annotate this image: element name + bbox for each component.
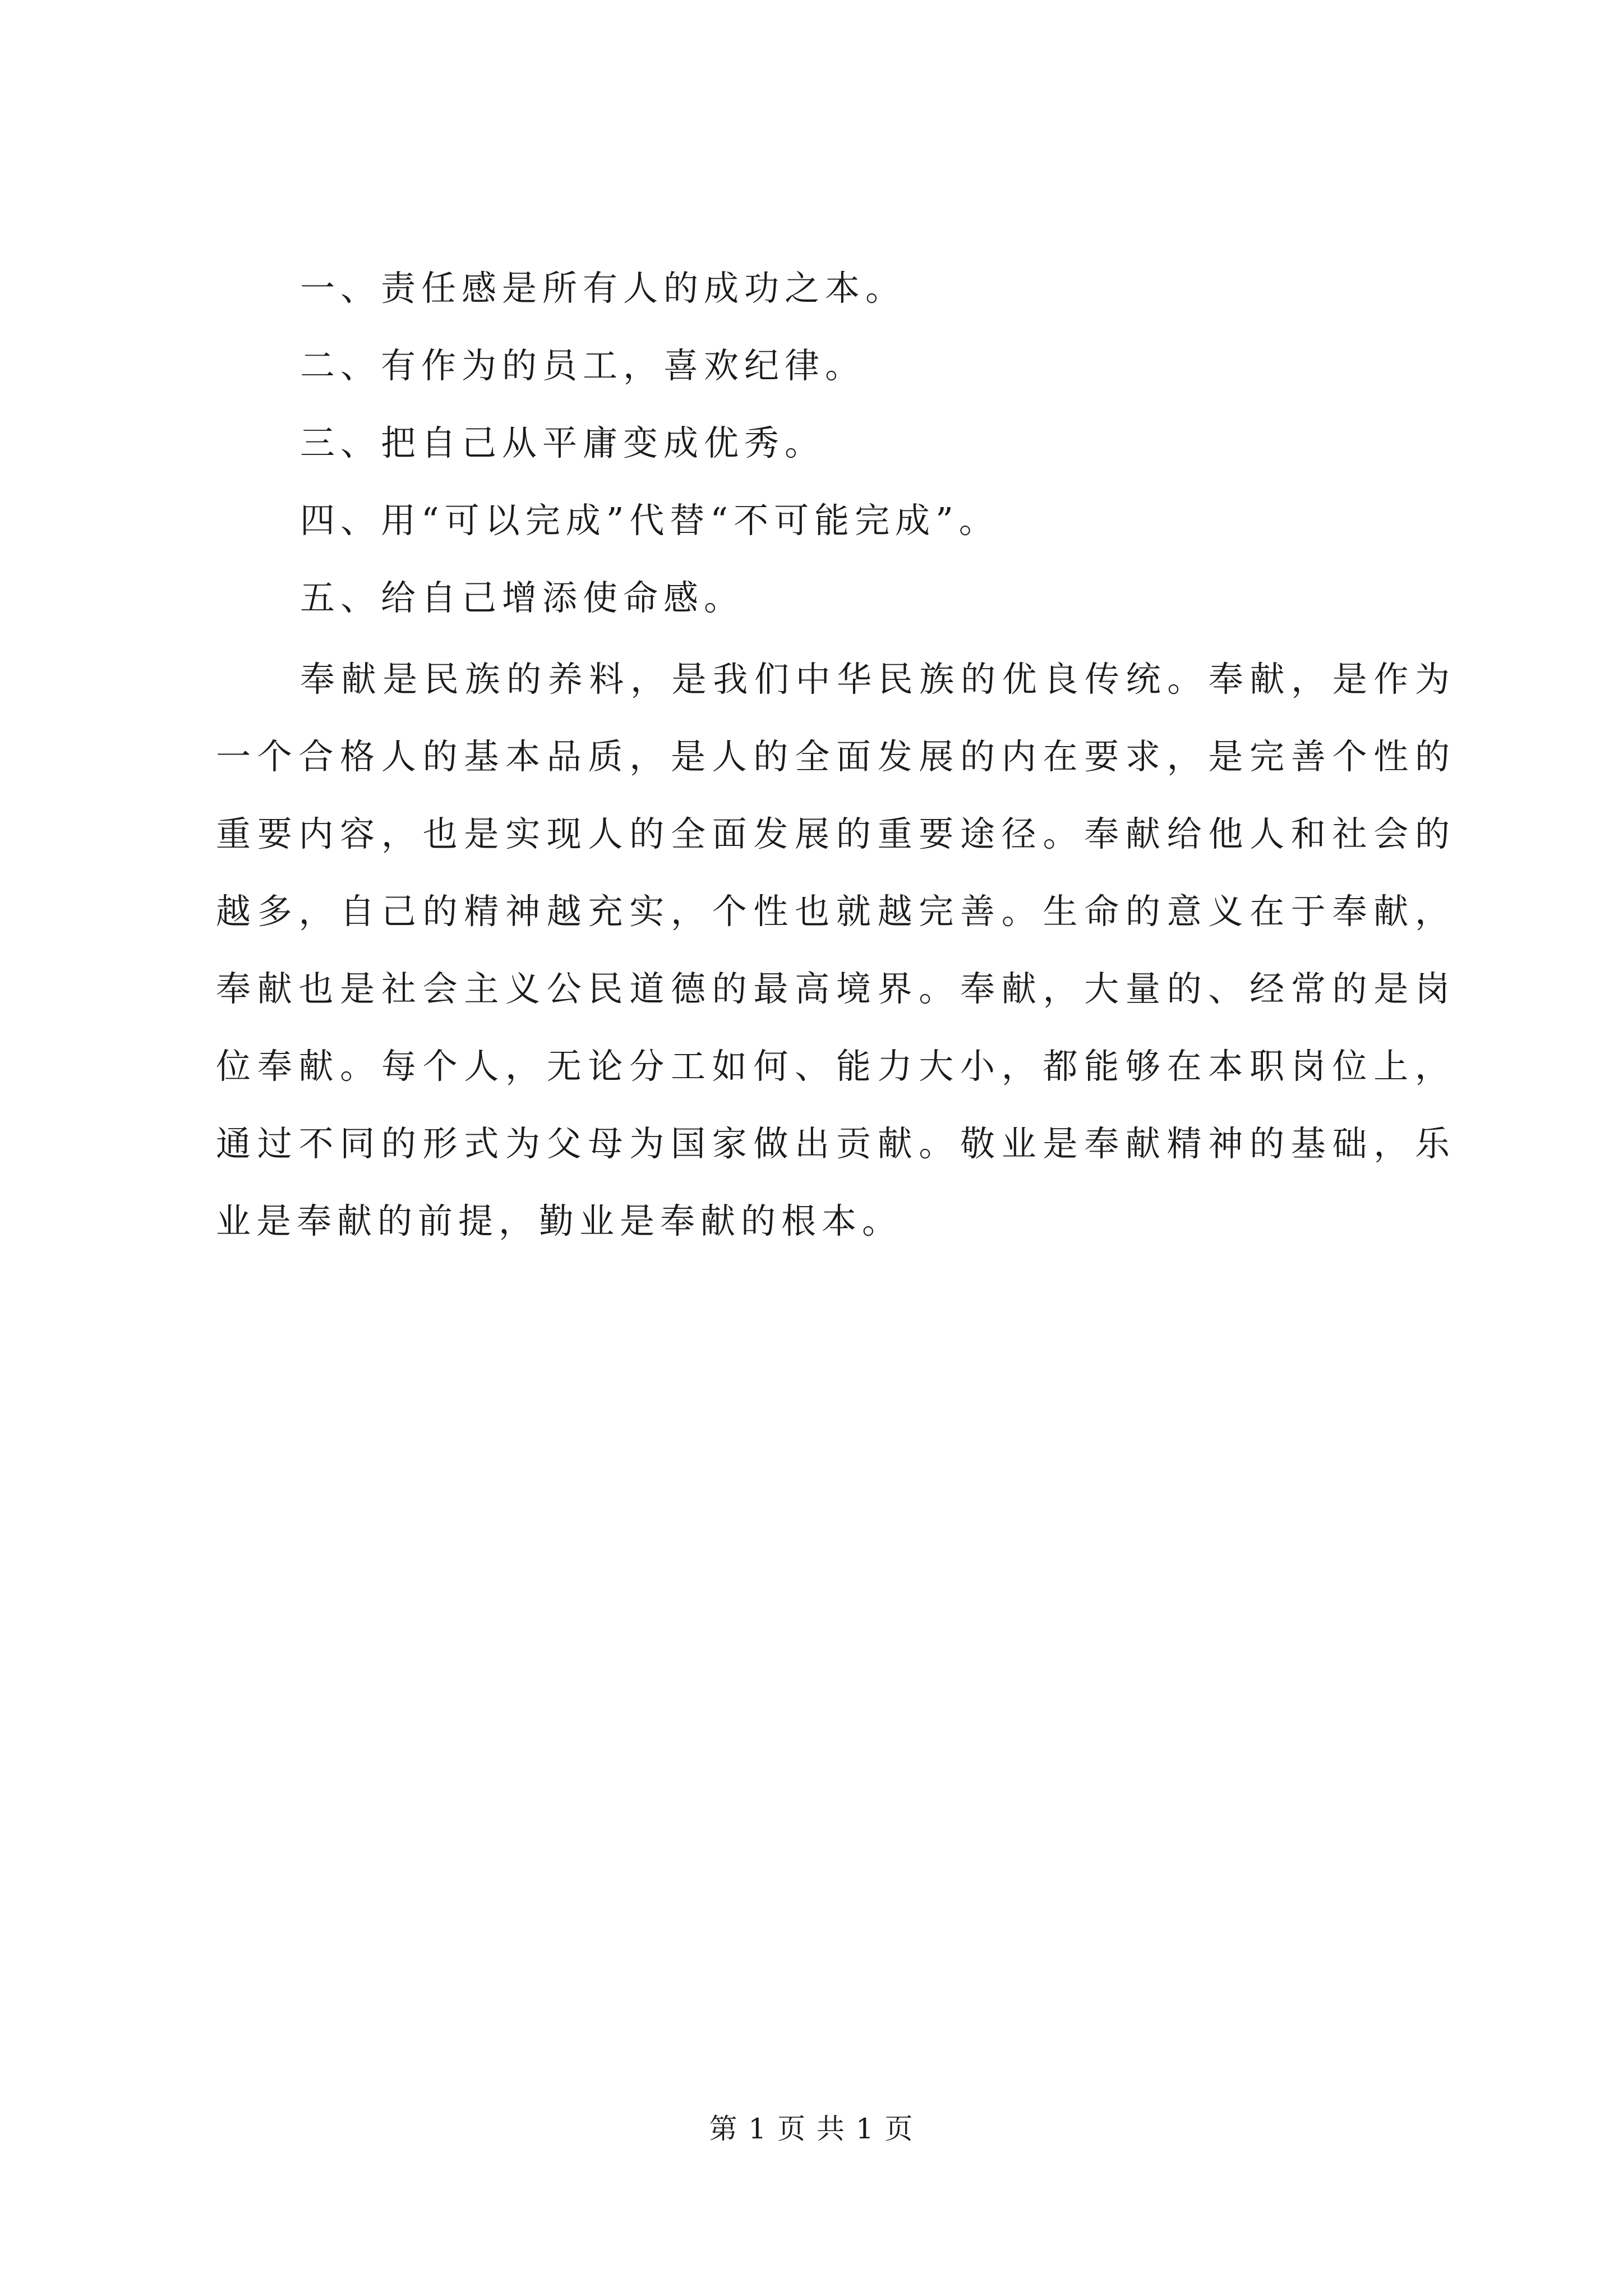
page-footer: 第 1 页 共 1 页 [709, 2113, 914, 2145]
document-body [216, 264, 1455, 1260]
list-item-2: 二、有作为的员工，喜欢纪律。 [300, 345, 866, 386]
list-item-4: 四、用“可以完成”代替“不可能完成”。 [300, 500, 999, 541]
body-paragraph: 奉献是民族的养料，是我们中华民族的优良传统。奉献，是作为一个合格人的基本品质，是人的全面发展的内在要求，是完善个性的重要内容，也是实现人的全面发展的重要途径。奉献给他人和社会的越多，自己的精神越充实，个性也就越完善。生命的意义在于奉献，奉献也是社会主义公民道德的最高境界。奉献，大量的、经常的是岗位奉献。每个人，无论分工如何、能力大小，都能够在本职岗位上，通过不同的形式为父母为国家做出贡献。敬业是奉献精神的基础，乐业是奉献的前提，勤业是奉献的根本。 [216, 659, 1455, 1241]
list-item-5: 五、给自己增添使命感。 [300, 577, 745, 618]
list-item-3: 三、把自己从平庸变成优秀。 [300, 422, 826, 463]
list-item-1: 一、责任感是所有人的成功之本。 [300, 268, 906, 309]
